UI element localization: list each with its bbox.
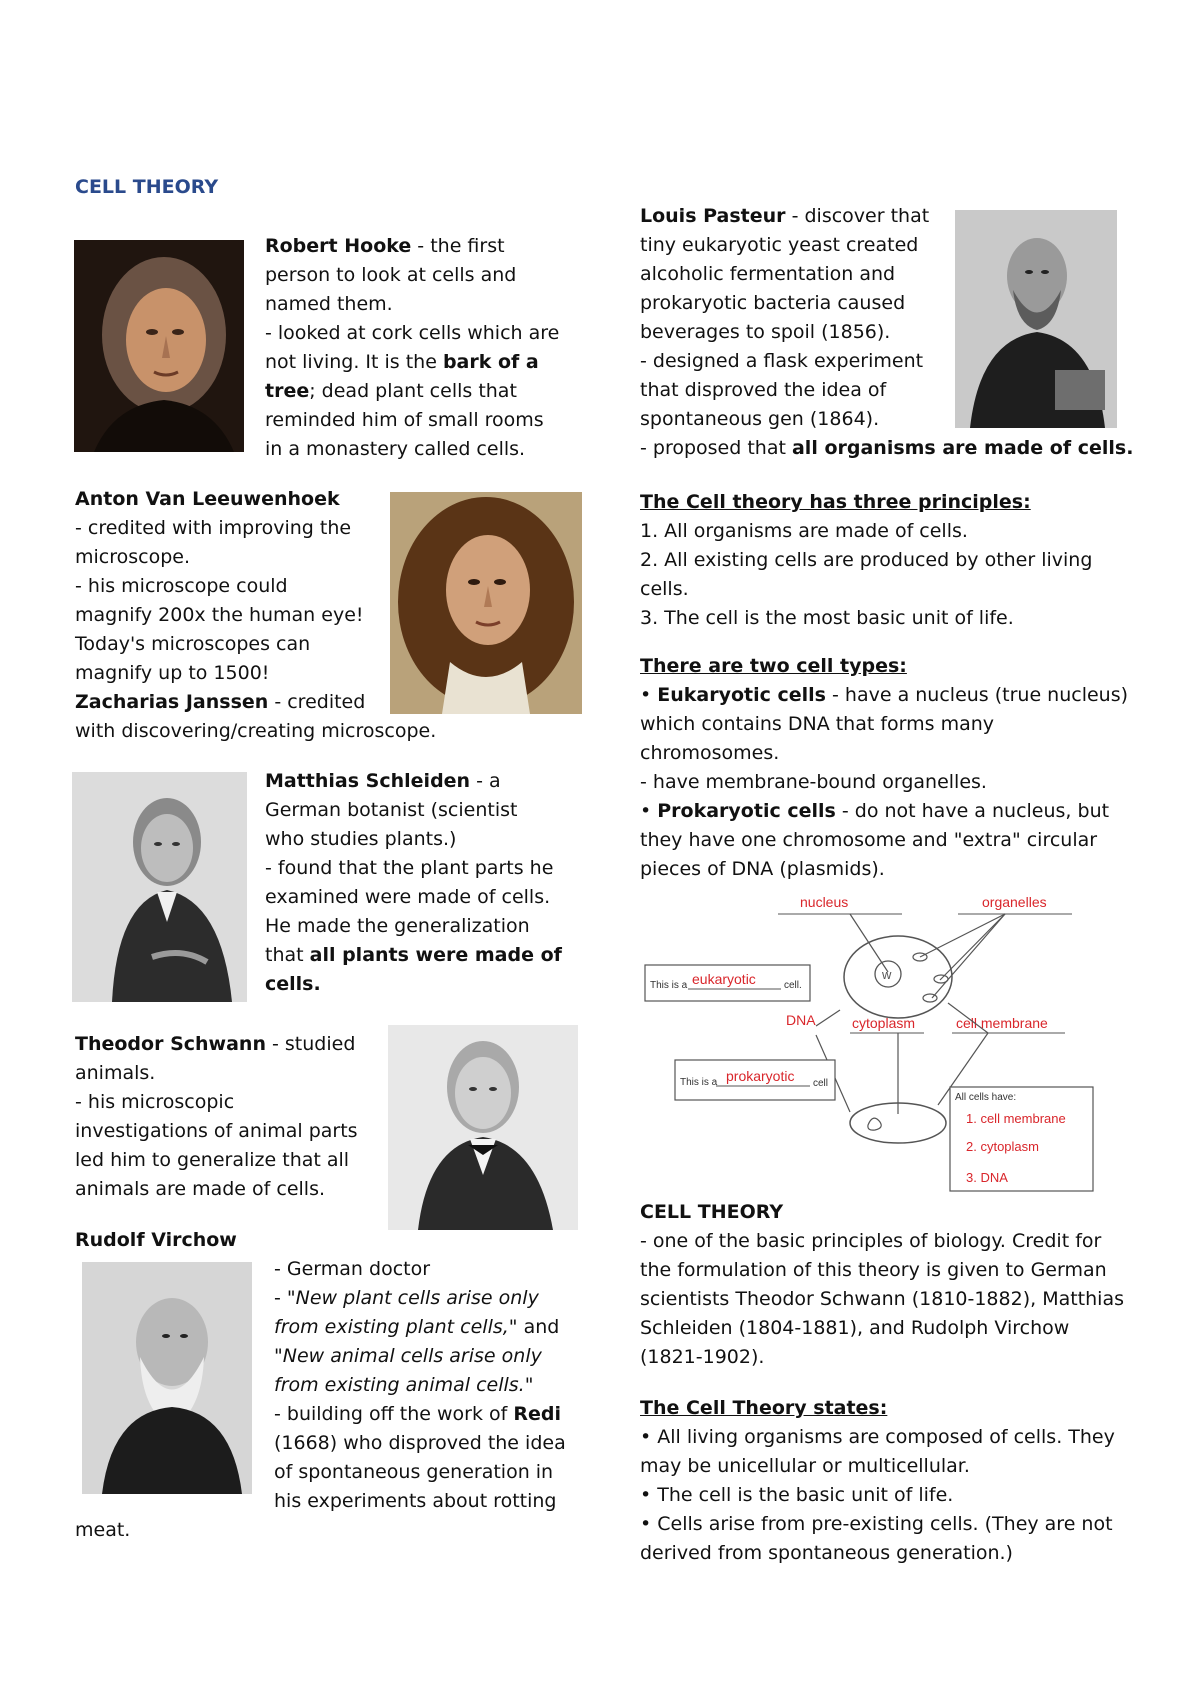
janssen-text: - credited — [268, 691, 366, 713]
virchow-text: - — [274, 1287, 287, 1309]
diagram-label-organelles: organelles — [982, 894, 1047, 910]
cell-theory-text: the formulation of this theory is given to German — [640, 1259, 1107, 1281]
diagram-line — [940, 914, 1005, 980]
principle-item: cells. — [640, 578, 689, 600]
hooke-text: person to look at cells and — [265, 264, 517, 286]
virchow-text: his experiments about rotting — [274, 1490, 557, 1512]
all-cells-have-title: All cells have: — [955, 1092, 1017, 1103]
virchow-name: Rudolf Virchow — [75, 1229, 237, 1251]
schleiden-text: - found that the plant parts he — [265, 857, 554, 879]
types-text: - have membrane-bound organelles. — [640, 771, 987, 793]
virchow-quote: from existing plant cells," — [274, 1316, 518, 1338]
bullet: • — [640, 684, 658, 706]
louis-pasteur-portrait — [955, 210, 1117, 428]
schwann-text: led him to generalize that all — [75, 1149, 350, 1171]
types-text: chromosomes. — [640, 742, 780, 764]
principle-item: 2. All existing cells are produced by other living — [640, 549, 1093, 571]
pasteur-text: - discover that — [785, 205, 930, 227]
cell-theory-text: Schleiden (1804-1881), and Rudolph Virchow — [640, 1317, 1070, 1339]
cell-theory-text: scientists Theodor Schwann (1810-1882), Matthias — [640, 1288, 1124, 1310]
diagram-text: cell. — [784, 980, 802, 991]
hooke-text: named them. — [265, 293, 393, 315]
all-cells-item: 3. DNA — [966, 1170, 1008, 1185]
hooke-text: - the first — [411, 235, 505, 257]
diagram-label-cytoplasm: cytoplasm — [852, 1015, 916, 1031]
leeuwenhoek-text: magnify up to 1500! — [75, 662, 270, 684]
principle-item: 3. The cell is the most basic unit of life. — [640, 607, 1014, 629]
states-item: • Cells arise from pre-existing cells. (They are not — [640, 1513, 1113, 1535]
leeuwenhoek-name: Anton Van Leeuwenhoek — [75, 488, 340, 510]
all-cells-item: 1. cell membrane — [966, 1111, 1066, 1126]
virchow-text: of spontaneous generation in — [274, 1461, 554, 1483]
types-text: - have a nucleus (true nucleus) — [825, 684, 1129, 706]
schleiden-text: - a — [470, 770, 501, 792]
schleiden-text: He made the generalization — [265, 915, 530, 937]
page-title: CELL THEORY — [75, 176, 219, 198]
schleiden-portrait — [72, 772, 247, 1002]
leeuwenhoek-portrait — [390, 492, 582, 714]
principle-item: 1. All organisms are made of cells. — [640, 520, 968, 542]
schleiden-text: that — [265, 944, 310, 966]
virchow-quote: from existing animal cells." — [274, 1374, 534, 1396]
schwann-name: Theodor Schwann — [75, 1033, 266, 1055]
diagram-text: This is a — [680, 1077, 718, 1088]
hooke-bold: tree — [265, 380, 310, 402]
states-heading: The Cell Theory states: — [640, 1397, 888, 1419]
pasteur-text: tiny eukaryotic yeast created — [640, 234, 919, 256]
prokaryotic-label: Prokaryotic cells — [657, 800, 836, 822]
states-item: may be unicellular or multicellular. — [640, 1455, 970, 1477]
virchow-bold: Redi — [513, 1403, 562, 1425]
schleiden-text: who studies plants.) — [265, 828, 457, 850]
schleiden-text: examined were made of cells. — [265, 886, 551, 908]
robert-hooke-portrait — [74, 240, 244, 452]
virchow-text: - building off the work of — [274, 1403, 514, 1425]
schleiden-bold: cells. — [265, 973, 321, 995]
diagram-label-eukaryotic: eukaryotic — [692, 971, 756, 987]
schwann-portrait — [388, 1025, 578, 1230]
diagram-text: cell — [813, 1078, 829, 1089]
janssen-text: with discovering/creating microscope. — [75, 720, 437, 742]
leeuwenhoek-text: - his microscope could — [75, 575, 288, 597]
hooke-bold: bark of a — [442, 351, 539, 373]
pasteur-name: Louis Pasteur — [640, 205, 786, 227]
states-item: • The cell is the basic unit of life. — [640, 1484, 954, 1506]
schleiden-text: German botanist (scientist — [265, 799, 518, 821]
hooke-name: Robert Hooke — [265, 235, 412, 257]
types-text: - do not have a nucleus, but — [835, 800, 1110, 822]
virchow-text: and — [517, 1316, 560, 1338]
leeuwenhoek-text: - credited with improving the — [75, 517, 352, 539]
schwann-text: investigations of animal parts — [75, 1120, 358, 1142]
janssen-name: Zacharias Janssen — [75, 691, 269, 713]
diagram-label-nucleus: nucleus — [800, 894, 849, 910]
virchow-quote: "New animal cells arise only — [274, 1345, 542, 1367]
svg-text:w: w — [882, 967, 892, 982]
schwann-text: - his microscopic — [75, 1091, 235, 1113]
diagram-text: This is a — [650, 980, 688, 991]
hooke-text: - looked at cork cells which are — [265, 322, 560, 344]
all-cells-item: 2. cytoplasm — [966, 1139, 1039, 1154]
virchow-text: - German doctor — [274, 1258, 431, 1280]
pasteur-text: spontaneous gen (1864). — [640, 408, 880, 430]
diagram-label-cell-membrane: cell membrane — [956, 1015, 1048, 1031]
virchow-quote: "New plant cells arise only — [286, 1287, 539, 1309]
schwann-text: animals. — [75, 1062, 156, 1084]
hooke-text: ; dead plant cells that — [309, 380, 517, 402]
dna-strand-shape — [868, 1118, 881, 1130]
pasteur-text: beverages to spoil (1856). — [640, 321, 891, 343]
hooke-text: reminded him of small rooms — [265, 409, 544, 431]
schwann-text: animals are made of cells. — [75, 1178, 326, 1200]
types-text: pieces of DNA (plasmids). — [640, 858, 885, 880]
diagram-label-dna: DNA — [786, 1012, 816, 1028]
pasteur-text: alcoholic fermentation and — [640, 263, 896, 285]
leeuwenhoek-text: Today's microscopes can — [75, 633, 311, 655]
types-text: which contains DNA that forms many — [640, 713, 995, 735]
eukaryotic-label: Eukaryotic cells — [657, 684, 826, 706]
schwann-text: - studied — [265, 1033, 356, 1055]
virchow-portrait — [82, 1262, 252, 1494]
hooke-text: not living. It is the — [265, 351, 443, 373]
diagram-label-prokaryotic: prokaryotic — [726, 1068, 795, 1084]
cell-types-diagram — [640, 890, 1100, 1195]
cell-theory-text: - one of the basic principles of biology. Credit for — [640, 1230, 1102, 1252]
cell-theory-heading: CELL THEORY — [640, 1201, 784, 1223]
types-text: they have one chromosome and "extra" circular — [640, 829, 1098, 851]
pasteur-text: prokaryotic bacteria caused — [640, 292, 906, 314]
principles-heading: The Cell theory has three principles: — [640, 491, 1031, 513]
pasteur-text: - designed a flask experiment — [640, 350, 924, 372]
pasteur-text: that disproved the idea of — [640, 379, 887, 401]
cell-theory-text: (1821-1902). — [640, 1346, 765, 1368]
diagram-line — [920, 914, 1005, 957]
schleiden-name: Matthias Schleiden — [265, 770, 471, 792]
pasteur-bold: all organisms are made of cells. — [791, 437, 1134, 459]
leeuwenhoek-text: microscope. — [75, 546, 191, 568]
states-item: • All living organisms are composed of cells. They — [640, 1426, 1115, 1448]
organelle-shape — [923, 994, 937, 1002]
bullet: • — [640, 800, 658, 822]
schleiden-bold: all plants were made of — [309, 944, 562, 966]
virchow-text: meat. — [75, 1519, 131, 1541]
diagram-line — [932, 914, 1005, 998]
states-item: derived from spontaneous generation.) — [640, 1542, 1013, 1564]
cell-types-heading: There are two cell types: — [640, 655, 907, 677]
leeuwenhoek-text: magnify 200x the human eye! — [75, 604, 364, 626]
hooke-text: in a monastery called cells. — [265, 438, 526, 460]
pasteur-text: - proposed that — [640, 437, 792, 459]
diagram-line — [816, 1010, 840, 1026]
virchow-text: (1668) who disproved the idea — [274, 1432, 566, 1454]
